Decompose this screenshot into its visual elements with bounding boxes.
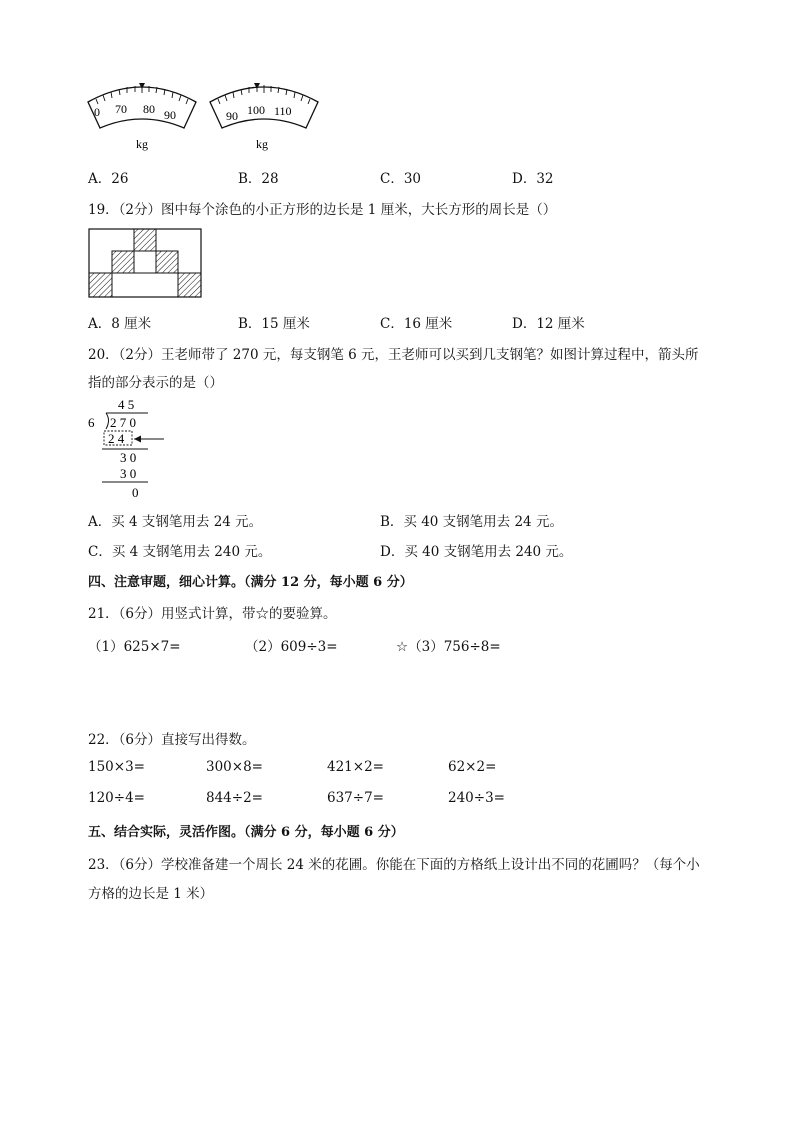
q22-row1-item-4: 62×2= (448, 759, 497, 775)
q22-stem: 22．（6分）直接写出得数。 (88, 732, 256, 748)
division-quotient: 4 5 (118, 397, 135, 412)
section5-heading: 五、结合实际，灵活作图。（满分 6 分，每小题 6 分） (88, 825, 404, 840)
q22-row2-item-2: 844÷2= (206, 790, 263, 806)
q22-row2-item-4: 240÷3= (448, 790, 505, 806)
scale-figure-2 (206, 80, 322, 155)
rectangle-figure (88, 228, 204, 300)
q19-option-b[interactable]: B．15 厘米 (238, 316, 310, 332)
q22-row1-item-3: 421×2= (327, 759, 384, 775)
q19-option-c[interactable]: C．16 厘米 (380, 316, 453, 332)
division-final: 0 (132, 485, 139, 500)
q19-stem: 19．（2分）图中每个涂色的小正方形的边长是 1 厘米，大长方形的周长是（） (88, 202, 557, 218)
division-divisor: 6 (88, 415, 95, 430)
q20-stem-line1: 20．（2分）王老师带了 270 元，每支钢笔 6 元，王老师可以买到几支钢笔？如图计算过程中，箭头所 (88, 347, 699, 363)
section4-heading: 四、注意审题，细心计算。（满分 12 分，每小题 6 分） (88, 575, 413, 590)
q18-option-b[interactable]: B．28 (238, 171, 279, 187)
q21-item-3: ☆（3）756÷8= (396, 639, 501, 655)
q18-option-d[interactable]: D．32 (512, 171, 554, 187)
q23-stem-line2: 方格的边长是 1 米） (88, 886, 214, 902)
scale1-unit: kg (136, 137, 148, 151)
scale-figure-1 (84, 80, 200, 155)
division-step2: 3 0 (120, 466, 137, 481)
division-step1: 2 4 (108, 431, 125, 446)
q23-stem-line1: 23．（6分）学校准备建一个周长 24 米的花圃。你能在下面的方格纸上设计出不同的花圃吗？（每个小 (88, 857, 700, 873)
scale1-tick-1: 70 (115, 102, 127, 116)
q22-row2-item-3: 637÷7= (327, 790, 384, 806)
scale2-tick-2: 110 (274, 104, 292, 118)
q18-option-c[interactable]: C．30 (380, 171, 422, 187)
division-remainder1: 3 0 (120, 450, 137, 465)
q19-option-a[interactable]: A．8 厘米 (88, 316, 152, 332)
q20-option-c[interactable]: C．买 4 支钢笔用去 240 元。 (88, 544, 272, 560)
q20-option-d[interactable]: D．买 40 支钢笔用去 240 元。 (380, 544, 573, 560)
q21-item-2: （2）609÷3= (245, 639, 338, 655)
q20-stem-line2: 指的部分表示的是（） (88, 375, 223, 391)
long-division-figure (84, 396, 180, 502)
q21-item-1: （1）625×7= (88, 639, 181, 655)
q22-row2-item-1: 120÷4= (88, 790, 145, 806)
q19-option-d[interactable]: D．12 厘米 (512, 316, 585, 332)
scale2-tick-0: 90 (226, 109, 238, 123)
q18-option-a[interactable]: A．26 (88, 171, 129, 187)
q22-row1-item-2: 300×8= (206, 759, 263, 775)
q22-row1-item-1: 150×3= (88, 759, 145, 775)
scale2-unit: kg (256, 137, 268, 151)
q21-stem: 21．（6分）用竖式计算，带☆的要验算。 (88, 606, 337, 622)
q20-option-b[interactable]: B．买 40 支钢笔用去 24 元。 (380, 514, 563, 530)
scale2-tick-1: 100 (247, 103, 265, 117)
scale1-tick-3: 90 (164, 108, 176, 122)
q20-option-a[interactable]: A．买 4 支钢笔用去 24 元。 (88, 514, 263, 530)
division-dividend: 2 7 0 (110, 415, 136, 430)
scale1-tick-2: 80 (143, 102, 155, 116)
scale1-tick-0: 0 (94, 105, 100, 119)
